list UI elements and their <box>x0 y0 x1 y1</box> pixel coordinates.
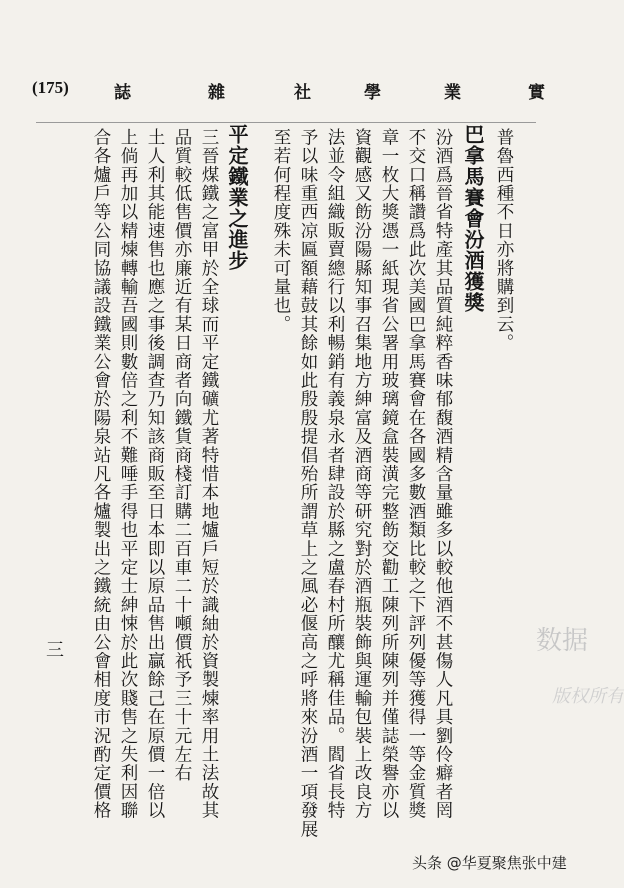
watermark-subtext: 版权所有 <box>552 686 624 707</box>
journal-title-char: 社 <box>294 83 311 103</box>
section-title: 平定鐵業之進步 <box>225 124 249 271</box>
footer-credit <box>412 852 567 873</box>
text-column: 品質較低售價亦廉近有某日商者向鐵貨商棧訂購二百車二十噸價祇予三十元左右 <box>172 128 192 783</box>
section-title: 巴拿馬賽會汾酒獲獎 <box>461 124 485 313</box>
text-column: 合各爐戶等公同協議設鐵業公會於陽泉站凡各爐製出之鐵統由公會相度市況酌定價格 <box>91 128 111 820</box>
journal-title-char: 實 <box>528 83 545 103</box>
text-column: 法並令組織販賣總行以利暢銷有義泉永者肆設於縣之盧春村所釀尤稱佳品。閻省長特 <box>325 128 345 820</box>
page-number: (175) <box>32 78 69 97</box>
watermark: 数据 <box>536 626 589 656</box>
journal-header <box>28 72 568 112</box>
text-column: 不交口稱讚爲此次美國巴拿馬賽會在各國多數酒類比較之下評列優等獲得一等金質獎 <box>406 128 426 820</box>
header-rule <box>36 122 536 123</box>
journal-title-char: 學 <box>364 83 381 103</box>
text-column: 三晉煤鐵之富甲於全球而平定鐵礦尤著特惜本地爐戶短於識紬於資製煉率用土法故其 <box>199 128 219 820</box>
footer-source: 头条 <box>412 854 443 872</box>
text-column: 資觀感又飭汾陽縣知事召集地方紳富及酒商等研究對於酒瓶裝飾與運輸包裝上改良方 <box>352 128 372 820</box>
text-column: 普魯西種不日亦將購到云。 <box>494 128 514 353</box>
journal-title-char: 業 <box>444 83 461 103</box>
text-column: 土人利其能速售也應之事後調查乃知該商販至日本即以原品售出贏餘己在原價一倍以 <box>145 128 165 820</box>
text-column: 汾酒爲晉省特產其品質純粹香味郁馥酒精含量雖多以較他酒不甚傷人凡具劉伶癖者罔 <box>433 128 453 820</box>
text-column: 上倘再加以精煉轉輸吾國則數倍之利不難唾手得也平定士紳悚於此次賤售之失利因聯 <box>118 128 138 820</box>
journal-title-char: 誌 <box>114 83 131 103</box>
text-column: 予以味重西凉匾額藉鼓其餘如此殷殷提倡殆所謂草上之風必偃高之呼將來汾酒一項發展 <box>298 128 318 839</box>
text-column: 至若何程度殊未可量也。 <box>271 128 291 334</box>
journal-title-char: 雜 <box>208 83 225 103</box>
footer-handle: @华夏聚焦张中建 <box>446 854 567 872</box>
text-column: 章一枚大獎憑一紙現省公署用玻璃鏡盒裝潢完整飭交勸工陳列所陳列并僅誌榮譽亦以 <box>379 128 399 820</box>
folio-number: 三 <box>43 640 64 658</box>
